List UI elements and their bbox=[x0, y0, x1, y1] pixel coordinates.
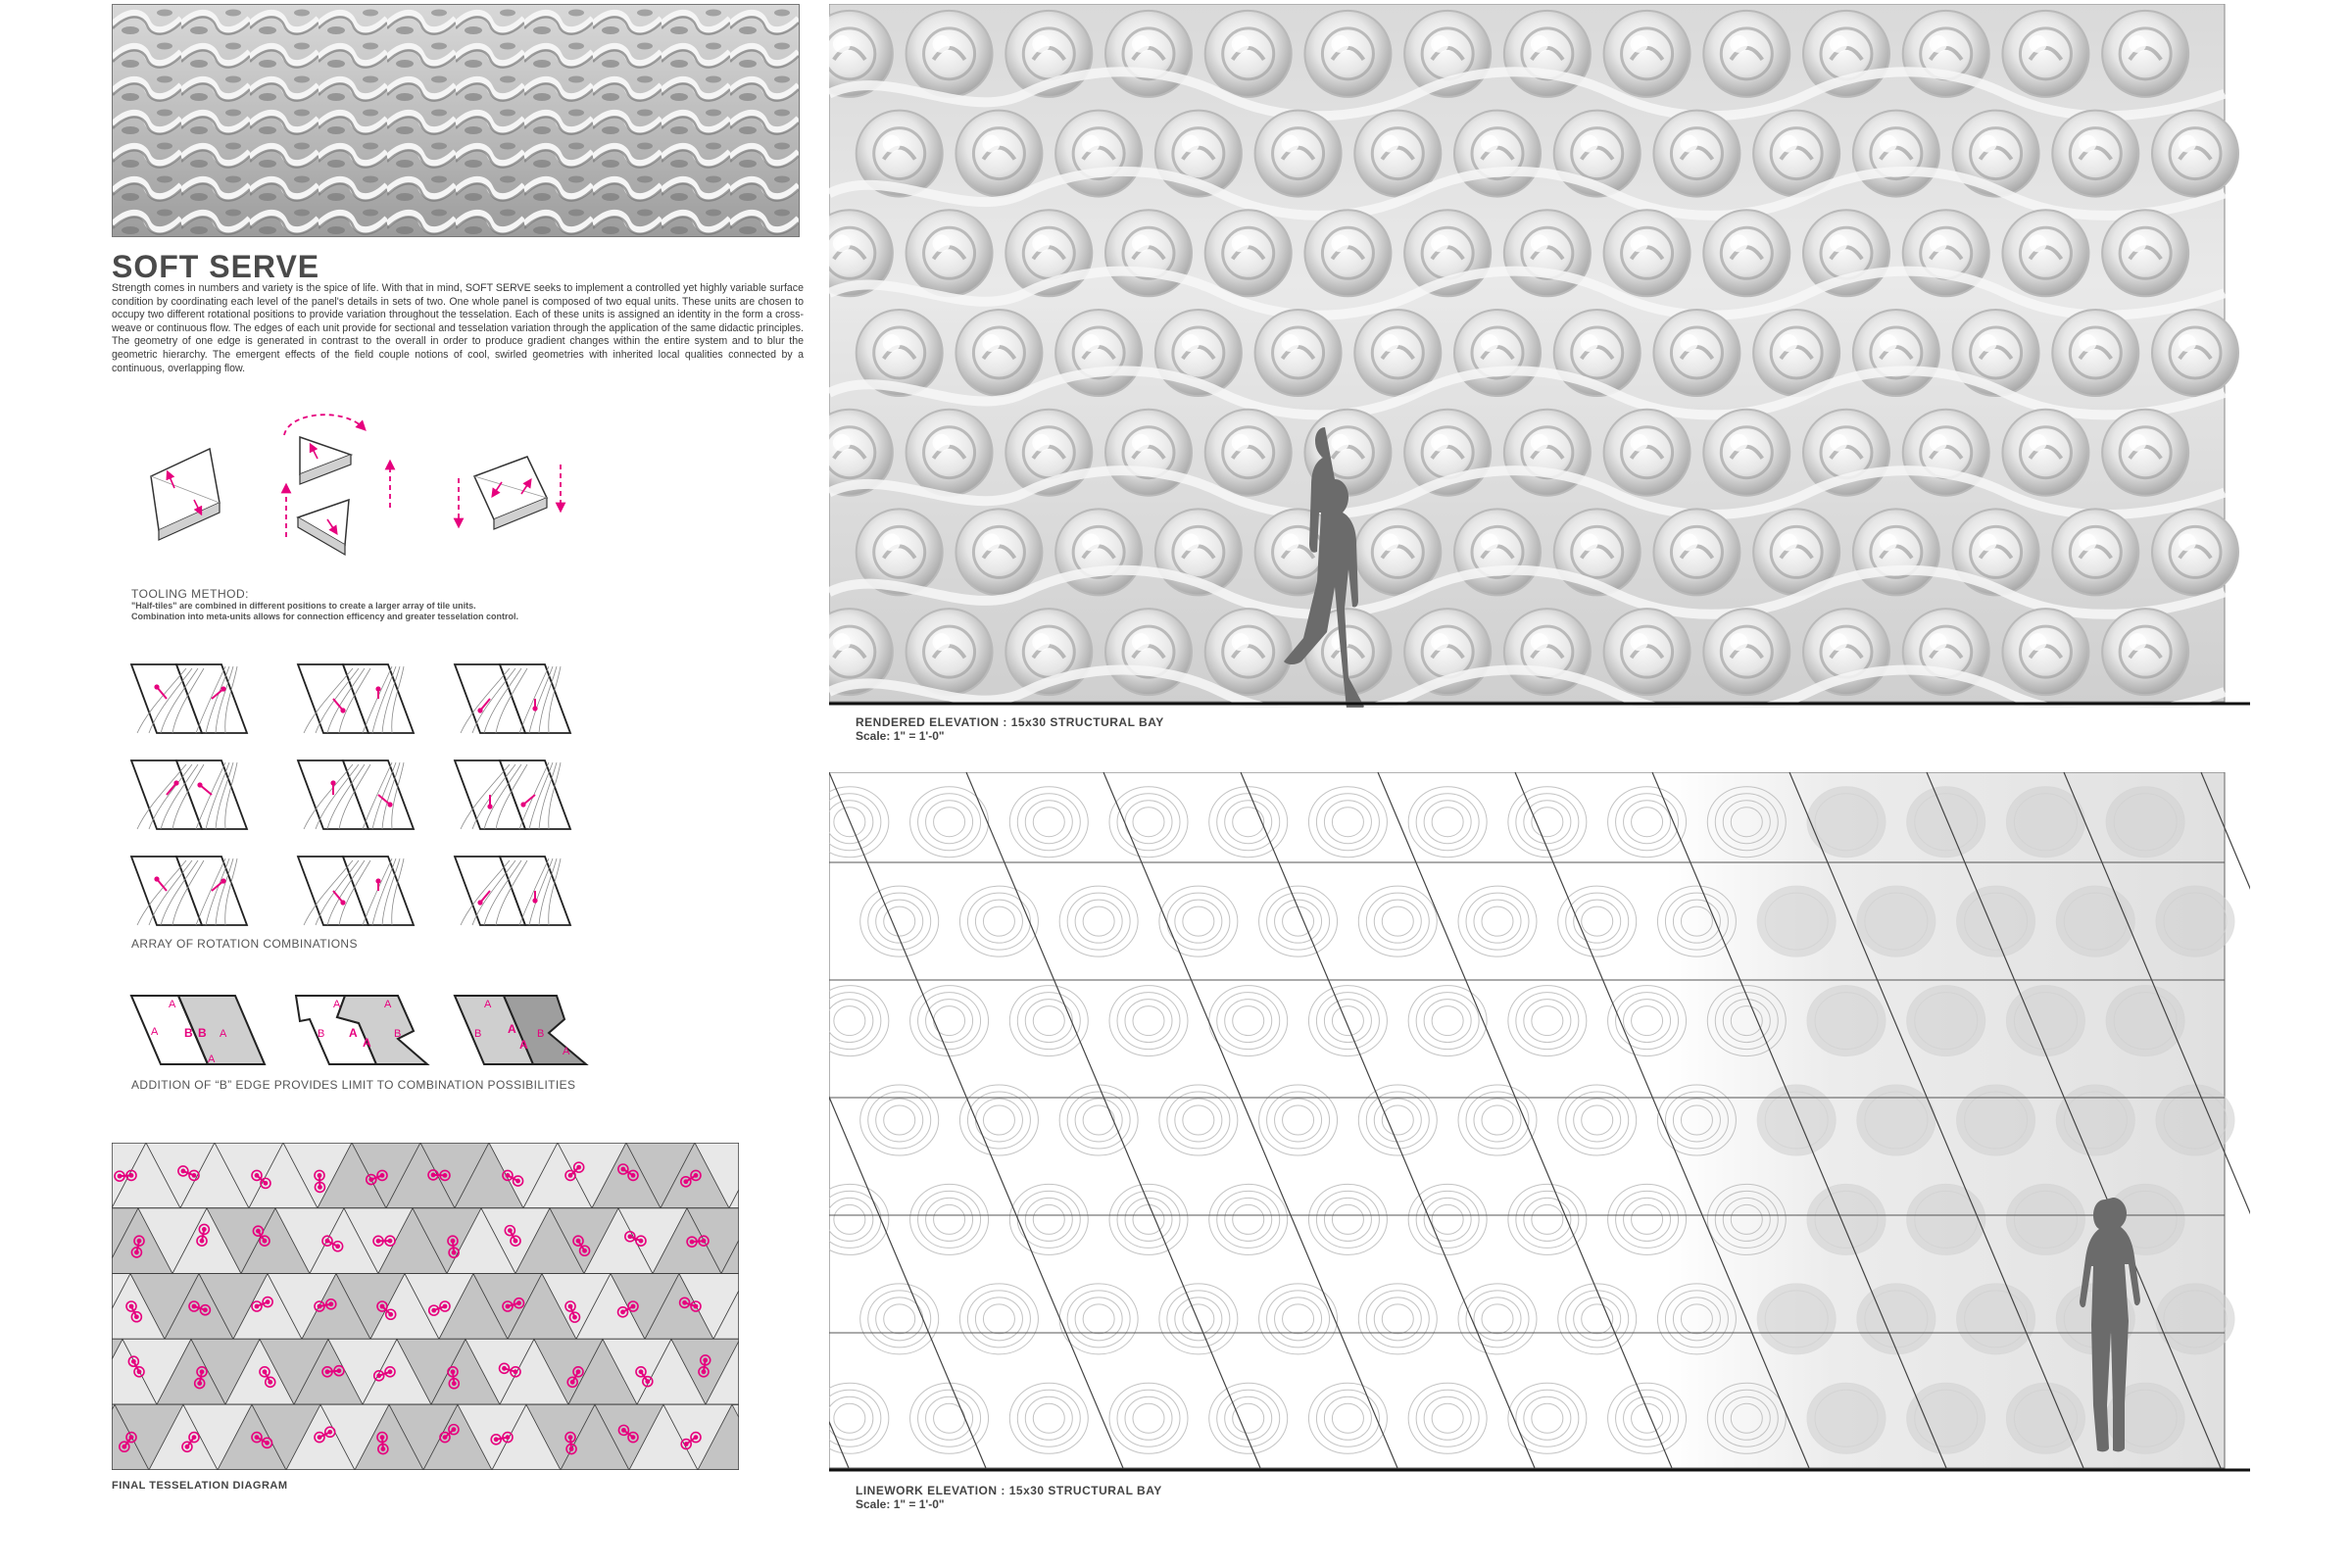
edge-diagram bbox=[127, 994, 598, 1072]
svg-text:A: A bbox=[208, 1054, 216, 1065]
rotated-tile-icon bbox=[459, 457, 561, 529]
svg-text:B: B bbox=[394, 1028, 402, 1040]
linework-elevation bbox=[829, 772, 2250, 1474]
svg-text:A: A bbox=[151, 1026, 159, 1038]
rotation-caption: ARRAY OF ROTATION COMBINATIONS bbox=[131, 937, 358, 951]
tooling-note-2: Combination into meta-units allows for connection efficency and greater tesselation control. bbox=[131, 612, 519, 621]
rendered-caption: RENDERED ELEVATION : 15x30 STRUCTURAL BAY bbox=[856, 715, 1164, 729]
full-tile-icon bbox=[151, 449, 220, 540]
svg-text:B: B bbox=[318, 1028, 325, 1040]
rendered-scale: Scale: 1" = 1'-0" bbox=[856, 729, 945, 743]
rotation-combination bbox=[131, 760, 247, 829]
rotation-array-diagram bbox=[127, 662, 598, 937]
linework-caption: LINEWORK ELEVATION : 15x30 STRUCTURAL BAY bbox=[856, 1484, 1162, 1497]
svg-text:A: A bbox=[333, 999, 341, 1010]
svg-text:A: A bbox=[363, 1036, 371, 1050]
rotation-combination bbox=[131, 857, 247, 925]
edge-caption: ADDITION OF “B” EDGE PROVIDES LIMIT TO COMBINATION POSSIBILITIES bbox=[131, 1078, 576, 1092]
rotation-combination bbox=[298, 857, 414, 925]
project-title: SOFT SERVE bbox=[112, 249, 320, 284]
svg-text:B: B bbox=[198, 1026, 207, 1040]
split-tile-icon bbox=[284, 415, 390, 555]
tooling-note-1: "Half-tiles" are combined in different positions to create a larger array of tile units. bbox=[131, 601, 476, 611]
svg-text:A: A bbox=[519, 1038, 528, 1052]
linework-scale: Scale: 1" = 1'-0" bbox=[856, 1497, 945, 1511]
rotation-combination bbox=[298, 760, 414, 829]
rotation-combination bbox=[455, 664, 570, 733]
svg-text:A: A bbox=[508, 1022, 516, 1036]
rotation-combination bbox=[455, 857, 570, 925]
svg-text:A: A bbox=[563, 1046, 570, 1057]
svg-text:A: A bbox=[220, 1028, 227, 1040]
rendered-elevation bbox=[829, 4, 2250, 708]
tesselation-caption: FINAL TESSELATION DIAGRAM bbox=[112, 1480, 288, 1492]
project-description: Strength comes in numbers and variety is the spice of life. With that in mind, SOFT SERVE seeks to implement a controlled yet highly variable surface condition by coordinating each level of the panel's details in sets of two. One whole panel is composed of two equal units. These units are chosen to occupy two different rotational positions to provide variation throughout the tesselation. Each of these units is assigned an identity in the form a cross-weave or continuous flow. The edges of each unit provide for sectional and tesselation variation through the application of the same didactic principles. The geometry of one edge is generated in contrast to the overall in order to produce gradient changes within the entire system and to blur the geometric hierarchy. The emergent effects of the field couple notions of cool, swirled geometries with inherited local qualities connected by a continuous, overlapping flow. bbox=[112, 282, 804, 374]
tooling-diagram bbox=[118, 410, 588, 576]
svg-text:A: A bbox=[169, 999, 176, 1010]
svg-text:B: B bbox=[474, 1028, 482, 1040]
tooling-heading: TOOLING METHOD: bbox=[131, 587, 249, 601]
svg-text:A: A bbox=[484, 999, 492, 1010]
svg-text:A: A bbox=[349, 1026, 358, 1040]
svg-text:A: A bbox=[384, 999, 392, 1010]
tesselation-diagram bbox=[112, 1143, 739, 1470]
rotation-combination bbox=[131, 664, 247, 733]
svg-text:B: B bbox=[184, 1026, 193, 1040]
rotation-combination bbox=[455, 760, 570, 829]
rotation-combination bbox=[298, 664, 414, 733]
surface-render-closeup bbox=[112, 4, 800, 237]
svg-text:B: B bbox=[537, 1028, 545, 1040]
